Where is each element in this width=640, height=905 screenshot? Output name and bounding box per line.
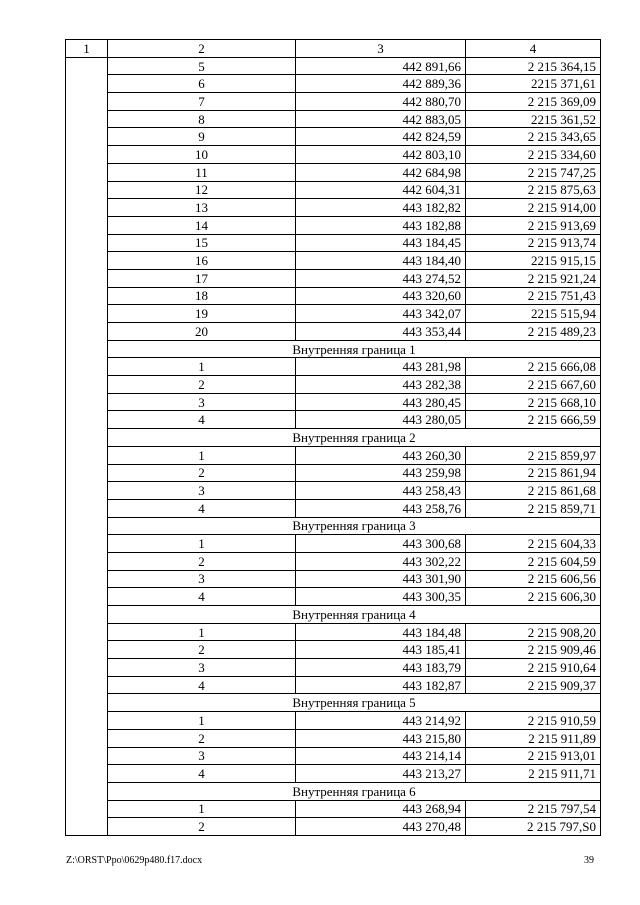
x-coordinate-cell: 443 300,35 xyxy=(296,588,466,606)
point-number-cell: 2 xyxy=(108,729,296,747)
table-row xyxy=(66,305,601,323)
y-coordinate-cell: 2 215 910,59 xyxy=(466,712,601,730)
y-coordinate-cell: 2215 361,52 xyxy=(466,110,601,128)
footer-page-number: 39 xyxy=(584,855,594,866)
section-row xyxy=(66,340,601,358)
point-number-cell: 3 xyxy=(108,570,296,588)
table-row xyxy=(66,181,601,199)
table-row xyxy=(66,800,601,818)
y-coordinate-cell: 2 215 797,S0 xyxy=(466,818,601,836)
x-coordinate-cell: 443 182,87 xyxy=(296,676,466,694)
x-coordinate-cell: 443 260,30 xyxy=(296,446,466,464)
point-number-cell: 1 xyxy=(108,446,296,464)
point-number-cell: 4 xyxy=(108,765,296,783)
point-number-cell: 1 xyxy=(108,535,296,553)
point-number-cell: 4 xyxy=(108,588,296,606)
table-row xyxy=(66,482,601,500)
point-number-cell: 3 xyxy=(108,659,296,677)
table-row xyxy=(66,57,601,75)
x-coordinate-cell: 442 604,31 xyxy=(296,181,466,199)
x-coordinate-cell: 442 803,10 xyxy=(296,146,466,164)
header-col-3: 3 xyxy=(296,40,466,58)
x-coordinate-cell: 442 684,98 xyxy=(296,163,466,181)
y-coordinate-cell: 2 215 667,60 xyxy=(466,376,601,394)
table-header-row xyxy=(66,40,601,58)
x-coordinate-cell: 443 300,68 xyxy=(296,535,466,553)
point-number-cell: 2 xyxy=(108,464,296,482)
x-coordinate-cell: 443 182,88 xyxy=(296,216,466,234)
section-row xyxy=(66,429,601,447)
object-number-cell xyxy=(66,57,108,835)
table-row xyxy=(66,623,601,641)
point-number-cell: 1 xyxy=(108,623,296,641)
y-coordinate-cell: 2 215 369,09 xyxy=(466,93,601,111)
y-coordinate-cell: 2 215 666,59 xyxy=(466,411,601,429)
point-number-cell: 7 xyxy=(108,93,296,111)
y-coordinate-cell: 2 215 911,71 xyxy=(466,765,601,783)
table-row xyxy=(66,552,601,570)
y-coordinate-cell: 2 215 604,59 xyxy=(466,552,601,570)
table-row xyxy=(66,75,601,93)
x-coordinate-cell: 443 214,92 xyxy=(296,712,466,730)
table-row xyxy=(66,287,601,305)
y-coordinate-cell: 2 215 489,23 xyxy=(466,323,601,341)
table-row xyxy=(66,588,601,606)
table-row xyxy=(66,729,601,747)
x-coordinate-cell: 442 891,66 xyxy=(296,57,466,75)
y-coordinate-cell: 2 215 913,01 xyxy=(466,747,601,765)
footer-file-path: Z:\ORST\Ppo\0629p480.f17.docx xyxy=(66,855,203,866)
table-row xyxy=(66,199,601,217)
point-number-cell: 16 xyxy=(108,252,296,270)
x-coordinate-cell: 443 215,80 xyxy=(296,729,466,747)
y-coordinate-cell: 2 215 913,69 xyxy=(466,216,601,234)
table-body xyxy=(66,57,601,835)
y-coordinate-cell: 2 215 911,89 xyxy=(466,729,601,747)
x-coordinate-cell: 443 274,52 xyxy=(296,269,466,287)
table-row xyxy=(66,163,601,181)
y-coordinate-cell: 2215 915,15 xyxy=(466,252,601,270)
x-coordinate-cell: 443 184,48 xyxy=(296,623,466,641)
point-number-cell: 1 xyxy=(108,800,296,818)
section-row xyxy=(66,694,601,712)
table-row xyxy=(66,570,601,588)
table-row xyxy=(66,818,601,836)
y-coordinate-cell: 2 215 875,63 xyxy=(466,181,601,199)
y-coordinate-cell: 2 215 606,30 xyxy=(466,588,601,606)
section-row xyxy=(66,517,601,535)
table-row xyxy=(66,446,601,464)
x-coordinate-cell: 443 342,07 xyxy=(296,305,466,323)
x-coordinate-cell: 443 320,60 xyxy=(296,287,466,305)
table-row xyxy=(66,358,601,376)
table-row xyxy=(66,659,601,677)
x-coordinate-cell: 443 182,82 xyxy=(296,199,466,217)
point-number-cell: 10 xyxy=(108,146,296,164)
table-row xyxy=(66,146,601,164)
x-coordinate-cell: 443 183,79 xyxy=(296,659,466,677)
point-number-cell: 19 xyxy=(108,305,296,323)
x-coordinate-cell: 443 258,76 xyxy=(296,499,466,517)
x-coordinate-cell: 443 184,45 xyxy=(296,234,466,252)
header-col-2: 2 xyxy=(108,40,296,58)
y-coordinate-cell: 2 215 913,74 xyxy=(466,234,601,252)
y-coordinate-cell: 2 215 908,20 xyxy=(466,623,601,641)
y-coordinate-cell: 2 215 914,00 xyxy=(466,199,601,217)
x-coordinate-cell: 443 302,22 xyxy=(296,552,466,570)
point-number-cell: 1 xyxy=(108,358,296,376)
point-number-cell: 1 xyxy=(108,712,296,730)
x-coordinate-cell: 443 282,38 xyxy=(296,376,466,394)
x-coordinate-cell: 443 353,44 xyxy=(296,323,466,341)
section-title: Внутренняя граница 1 xyxy=(108,340,601,358)
y-coordinate-cell: 2 215 334,60 xyxy=(466,146,601,164)
point-number-cell: 4 xyxy=(108,499,296,517)
section-title: Внутренняя граница 3 xyxy=(108,517,601,535)
point-number-cell: 13 xyxy=(108,199,296,217)
point-number-cell: 3 xyxy=(108,747,296,765)
point-number-cell: 6 xyxy=(108,75,296,93)
x-coordinate-cell: 442 889,36 xyxy=(296,75,466,93)
x-coordinate-cell: 443 258,43 xyxy=(296,482,466,500)
y-coordinate-cell: 2 215 668,10 xyxy=(466,393,601,411)
table-row xyxy=(66,464,601,482)
point-number-cell: 5 xyxy=(108,57,296,75)
table-row xyxy=(66,376,601,394)
y-coordinate-cell: 2215 515,94 xyxy=(466,305,601,323)
table-row xyxy=(66,535,601,553)
y-coordinate-cell: 2 215 604,33 xyxy=(466,535,601,553)
table-row xyxy=(66,712,601,730)
point-number-cell: 2 xyxy=(108,641,296,659)
x-coordinate-cell: 443 184,40 xyxy=(296,252,466,270)
y-coordinate-cell: 2 215 751,43 xyxy=(466,287,601,305)
x-coordinate-cell: 443 268,94 xyxy=(296,800,466,818)
x-coordinate-cell: 443 185,41 xyxy=(296,641,466,659)
table-row xyxy=(66,269,601,287)
table-row xyxy=(66,234,601,252)
y-coordinate-cell: 2 215 343,65 xyxy=(466,128,601,146)
point-number-cell: 2 xyxy=(108,552,296,570)
table-row xyxy=(66,411,601,429)
point-number-cell: 17 xyxy=(108,269,296,287)
x-coordinate-cell: 443 280,45 xyxy=(296,393,466,411)
point-number-cell: 9 xyxy=(108,128,296,146)
y-coordinate-cell: 2 215 606,56 xyxy=(466,570,601,588)
point-number-cell: 18 xyxy=(108,287,296,305)
x-coordinate-cell: 442 824,59 xyxy=(296,128,466,146)
header-col-4: 4 xyxy=(466,40,601,58)
section-title: Внутренняя граница 2 xyxy=(108,429,601,447)
y-coordinate-cell: 2215 371,61 xyxy=(466,75,601,93)
y-coordinate-cell: 2 215 797,54 xyxy=(466,800,601,818)
table-row xyxy=(66,323,601,341)
x-coordinate-cell: 443 301,90 xyxy=(296,570,466,588)
point-number-cell: 20 xyxy=(108,323,296,341)
table-row xyxy=(66,110,601,128)
x-coordinate-cell: 443 280,05 xyxy=(296,411,466,429)
y-coordinate-cell: 2 215 666,08 xyxy=(466,358,601,376)
table-row xyxy=(66,216,601,234)
point-number-cell: 2 xyxy=(108,818,296,836)
point-number-cell: 11 xyxy=(108,163,296,181)
table-row xyxy=(66,641,601,659)
table-row xyxy=(66,747,601,765)
point-number-cell: 8 xyxy=(108,110,296,128)
y-coordinate-cell: 2 215 909,46 xyxy=(466,641,601,659)
y-coordinate-cell: 2 215 861,68 xyxy=(466,482,601,500)
table-row xyxy=(66,93,601,111)
table-row xyxy=(66,252,601,270)
table-row xyxy=(66,499,601,517)
y-coordinate-cell: 2 215 747,25 xyxy=(466,163,601,181)
point-number-cell: 12 xyxy=(108,181,296,199)
y-coordinate-cell: 2 215 910,64 xyxy=(466,659,601,677)
table-row xyxy=(66,393,601,411)
table-row xyxy=(66,765,601,783)
table-row xyxy=(66,676,601,694)
point-number-cell: 3 xyxy=(108,393,296,411)
point-number-cell: 3 xyxy=(108,482,296,500)
y-coordinate-cell: 2 215 859,71 xyxy=(466,499,601,517)
point-number-cell: 2 xyxy=(108,376,296,394)
x-coordinate-cell: 443 214,14 xyxy=(296,747,466,765)
x-coordinate-cell: 442 880,70 xyxy=(296,93,466,111)
table-row xyxy=(66,128,601,146)
x-coordinate-cell: 443 259,98 xyxy=(296,464,466,482)
point-number-cell: 4 xyxy=(108,411,296,429)
x-coordinate-cell: 443 213,27 xyxy=(296,765,466,783)
point-number-cell: 14 xyxy=(108,216,296,234)
section-row xyxy=(66,606,601,624)
point-number-cell: 4 xyxy=(108,676,296,694)
section-title: Внутренняя граница 6 xyxy=(108,782,601,800)
y-coordinate-cell: 2 215 859,97 xyxy=(466,446,601,464)
y-coordinate-cell: 2 215 364,15 xyxy=(466,57,601,75)
x-coordinate-cell: 442 883,05 xyxy=(296,110,466,128)
y-coordinate-cell: 2 215 909,37 xyxy=(466,676,601,694)
section-row xyxy=(66,782,601,800)
header-col-1: 1 xyxy=(66,40,108,58)
section-title: Внутренняя граница 4 xyxy=(108,606,601,624)
x-coordinate-cell: 443 281,98 xyxy=(296,358,466,376)
coordinates-table xyxy=(65,39,601,836)
y-coordinate-cell: 2 215 861,94 xyxy=(466,464,601,482)
section-title: Внутренняя граница 5 xyxy=(108,694,601,712)
point-number-cell: 15 xyxy=(108,234,296,252)
y-coordinate-cell: 2 215 921,24 xyxy=(466,269,601,287)
x-coordinate-cell: 443 270,48 xyxy=(296,818,466,836)
